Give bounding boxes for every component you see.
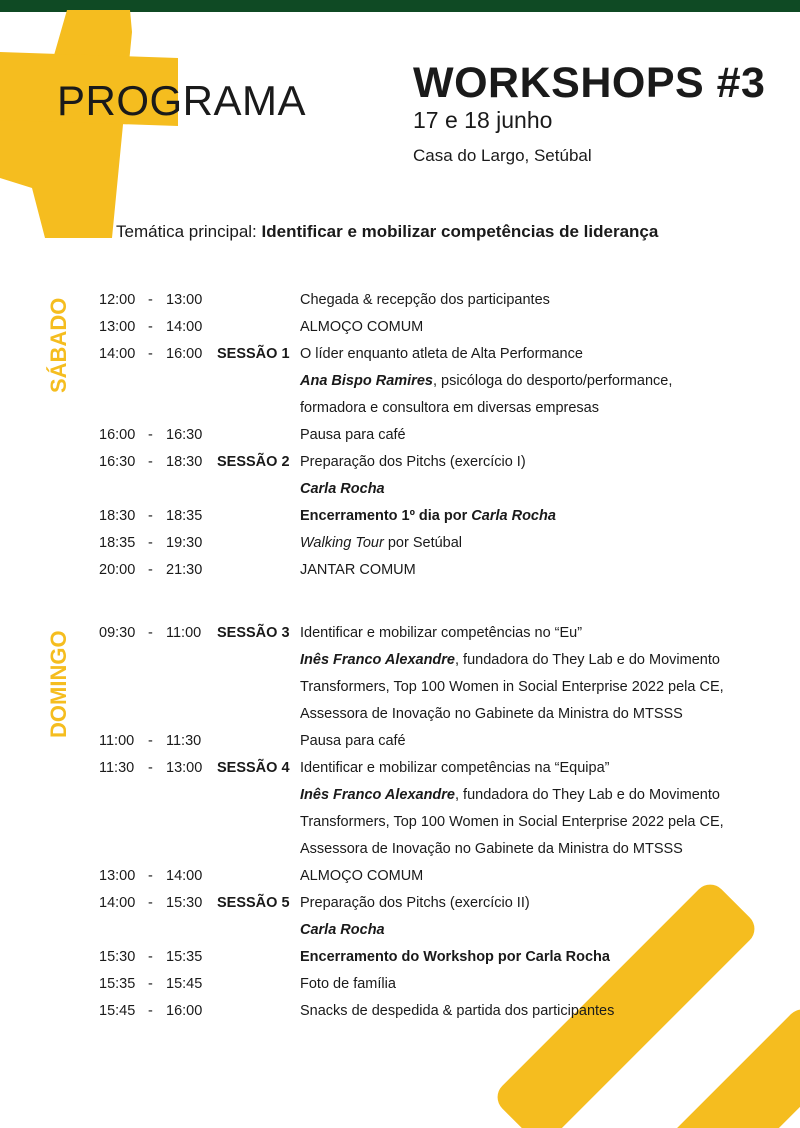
end-time: 18:30 bbox=[166, 454, 203, 470]
end-time: 14:00 bbox=[166, 868, 203, 884]
schedule-row: 18:30 - 18:35 Encerramento 1º dia por Carla Rocha bbox=[0, 503, 800, 530]
end-time: 13:00 bbox=[166, 760, 203, 776]
start-time: 15:45 bbox=[99, 1003, 136, 1019]
session-label: SESSÃO 3 bbox=[217, 625, 290, 641]
activity: Pausa para café bbox=[300, 427, 406, 443]
speaker-line bbox=[300, 782, 720, 809]
schedule-row: 09:30 - 11:00 SESSÃO 3 Identificar e mobilizar competências no “Eu” bbox=[0, 620, 800, 647]
activity: Chegada & recepção dos participantes bbox=[300, 292, 550, 308]
start-time: 20:00 bbox=[99, 562, 136, 578]
start-time: 13:00 bbox=[99, 868, 136, 884]
activity: O líder enquanto atleta de Alta Performance bbox=[300, 346, 583, 362]
speaker-bio: , fundadora do They Lab e do Movimento bbox=[455, 652, 720, 668]
start-time: 11:00 bbox=[99, 733, 135, 749]
session-label: SESSÃO 1 bbox=[217, 346, 290, 362]
speaker-bio: formadora e consultora em diversas empresas bbox=[300, 400, 599, 416]
schedule-row: 15:35 - 15:45 Foto de família bbox=[0, 971, 800, 998]
speaker-bio: , fundadora do They Lab e do Movimento bbox=[455, 787, 720, 803]
end-time: 13:00 bbox=[166, 292, 203, 308]
schedule-row bbox=[0, 647, 800, 674]
speaker-bio: Transformers, Top 100 Women in Social Enterprise 2022 pela CE, bbox=[300, 679, 724, 695]
session-label: SESSÃO 5 bbox=[217, 895, 290, 911]
schedule-row bbox=[0, 809, 800, 836]
start-time: 16:30 bbox=[99, 454, 136, 470]
schedule-row: 13:00 - 14:00 ALMOÇO COMUM bbox=[0, 314, 800, 341]
end-time: 14:00 bbox=[166, 319, 203, 335]
schedule-row: 16:00 - 16:30 Pausa para café bbox=[0, 422, 800, 449]
speaker-name: Carla Rocha bbox=[300, 922, 385, 938]
schedule-row bbox=[0, 476, 800, 503]
end-time: 11:00 bbox=[166, 625, 202, 641]
start-time: 18:35 bbox=[99, 535, 136, 551]
activity: Identificar e mobilizar competências no “Eu” bbox=[300, 625, 583, 641]
speaker-bio: Assessora de Inovação no Gabinete da Ministra do MTSSS bbox=[300, 841, 683, 857]
activity: Pausa para café bbox=[300, 733, 406, 749]
start-time: 11:30 bbox=[99, 760, 135, 776]
programa-title: PROGRAMA bbox=[57, 77, 307, 124]
end-time: 16:00 bbox=[166, 346, 203, 362]
schedule-row: 14:00 - 15:30 SESSÃO 5 Preparação dos Pitchs (exercício II) bbox=[0, 890, 800, 917]
schedule-row bbox=[0, 917, 800, 944]
start-time: 09:30 bbox=[99, 625, 136, 641]
end-time: 19:30 bbox=[166, 535, 203, 551]
end-time: 11:30 bbox=[166, 733, 202, 749]
schedule-row bbox=[0, 674, 800, 701]
main-theme bbox=[116, 222, 658, 242]
speaker-bio: , psicóloga do desporto/performance, bbox=[432, 373, 673, 389]
end-time: 18:35 bbox=[166, 508, 203, 524]
schedule-row: 15:45 - 16:00 Snacks de despedida & partida dos participantes bbox=[0, 998, 800, 1025]
activity: Identificar e mobilizar competências na “Equipa” bbox=[300, 760, 610, 776]
session-label: SESSÃO 4 bbox=[217, 760, 290, 776]
start-time: 14:00 bbox=[99, 346, 136, 362]
schedule-row: 14:00 - 16:00 SESSÃO 1 O líder enquanto atleta de Alta Performance bbox=[0, 341, 800, 368]
schedule-row bbox=[0, 782, 800, 809]
theme-prefix: Temática principal: bbox=[116, 222, 257, 241]
speaker-name: Inês Franco Alexandre bbox=[300, 787, 455, 803]
schedule-row bbox=[0, 701, 800, 728]
activity: Preparação dos Pitchs (exercício II) bbox=[300, 895, 530, 911]
workshop-dates: 17 e 18 junho bbox=[413, 107, 553, 133]
speaker-name: Ana Bispo Ramires bbox=[300, 373, 433, 389]
activity: Preparação dos Pitchs (exercício I) bbox=[300, 454, 526, 470]
workshop-title: WORKSHOPS #3 bbox=[413, 59, 766, 107]
speaker-bio: Assessora de Inovação no Gabinete da Ministra do MTSSS bbox=[300, 706, 683, 722]
schedule-row: 11:30 - 13:00 SESSÃO 4 Identificar e mobilizar competências na “Equipa” bbox=[0, 755, 800, 782]
schedule-row bbox=[0, 836, 800, 863]
start-time: 12:00 bbox=[99, 292, 136, 308]
speaker-name: Inês Franco Alexandre bbox=[300, 652, 455, 668]
activity: Snacks de despedida & partida dos participantes bbox=[300, 1003, 615, 1019]
theme-main: Identificar e mobilizar competências de liderança bbox=[261, 222, 659, 241]
schedule-row: 11:00 - 11:30 Pausa para café bbox=[0, 728, 800, 755]
start-time: 14:00 bbox=[99, 895, 136, 911]
session-label: SESSÃO 2 bbox=[217, 454, 290, 470]
schedule-row: 13:00 - 14:00 ALMOÇO COMUM bbox=[0, 863, 800, 890]
schedule-row: 12:00 - 13:00 Chegada & recepção dos participantes bbox=[0, 287, 800, 314]
speaker-name: Carla Rocha bbox=[471, 508, 556, 524]
schedule-row: 20:00 - 21:30 JANTAR COMUM bbox=[0, 557, 800, 584]
start-time: 15:35 bbox=[99, 976, 136, 992]
activity: Encerramento do Workshop por Carla Rocha bbox=[300, 949, 610, 965]
schedule-row bbox=[0, 368, 800, 395]
day-label-sunday: DOMINGO bbox=[46, 630, 71, 738]
schedule-row: 18:35 - 19:30 Walking Tour por Setúbal bbox=[0, 530, 800, 557]
speaker-line bbox=[300, 368, 672, 395]
end-time: 15:30 bbox=[166, 895, 203, 911]
workshop-location: Casa do Largo, Setúbal bbox=[413, 146, 592, 165]
schedule-row bbox=[0, 395, 800, 422]
activity: Foto de família bbox=[300, 976, 396, 992]
day-label-saturday: SÁBADO bbox=[46, 297, 71, 393]
schedule-row: 15:30 - 15:35 Encerramento do Workshop por Carla Rocha bbox=[0, 944, 800, 971]
activity: JANTAR COMUM bbox=[300, 562, 416, 578]
activity: ALMOÇO COMUM bbox=[300, 868, 424, 884]
start-time: 18:30 bbox=[99, 508, 136, 524]
speaker-line bbox=[300, 647, 720, 674]
end-time: 16:00 bbox=[166, 1003, 203, 1019]
schedule-row: 16:30 - 18:30 SESSÃO 2 Preparação dos Pitchs (exercício I) bbox=[0, 449, 800, 476]
start-time: 13:00 bbox=[99, 319, 136, 335]
end-time: 21:30 bbox=[166, 562, 203, 578]
start-time: 16:00 bbox=[99, 427, 136, 443]
activity: ALMOÇO COMUM bbox=[300, 319, 424, 335]
speaker-name: Carla Rocha bbox=[300, 481, 385, 497]
plus-shape bbox=[0, 10, 178, 238]
start-time: 15:30 bbox=[99, 949, 136, 965]
end-time: 15:35 bbox=[166, 949, 203, 965]
end-time: 15:45 bbox=[166, 976, 203, 992]
speaker-bio: Transformers, Top 100 Women in Social Enterprise 2022 pela CE, bbox=[300, 814, 724, 830]
activity: Walking Tour por Setúbal bbox=[300, 535, 463, 551]
end-time: 16:30 bbox=[166, 427, 203, 443]
activity: Encerramento 1º dia por Carla Rocha bbox=[300, 508, 556, 524]
